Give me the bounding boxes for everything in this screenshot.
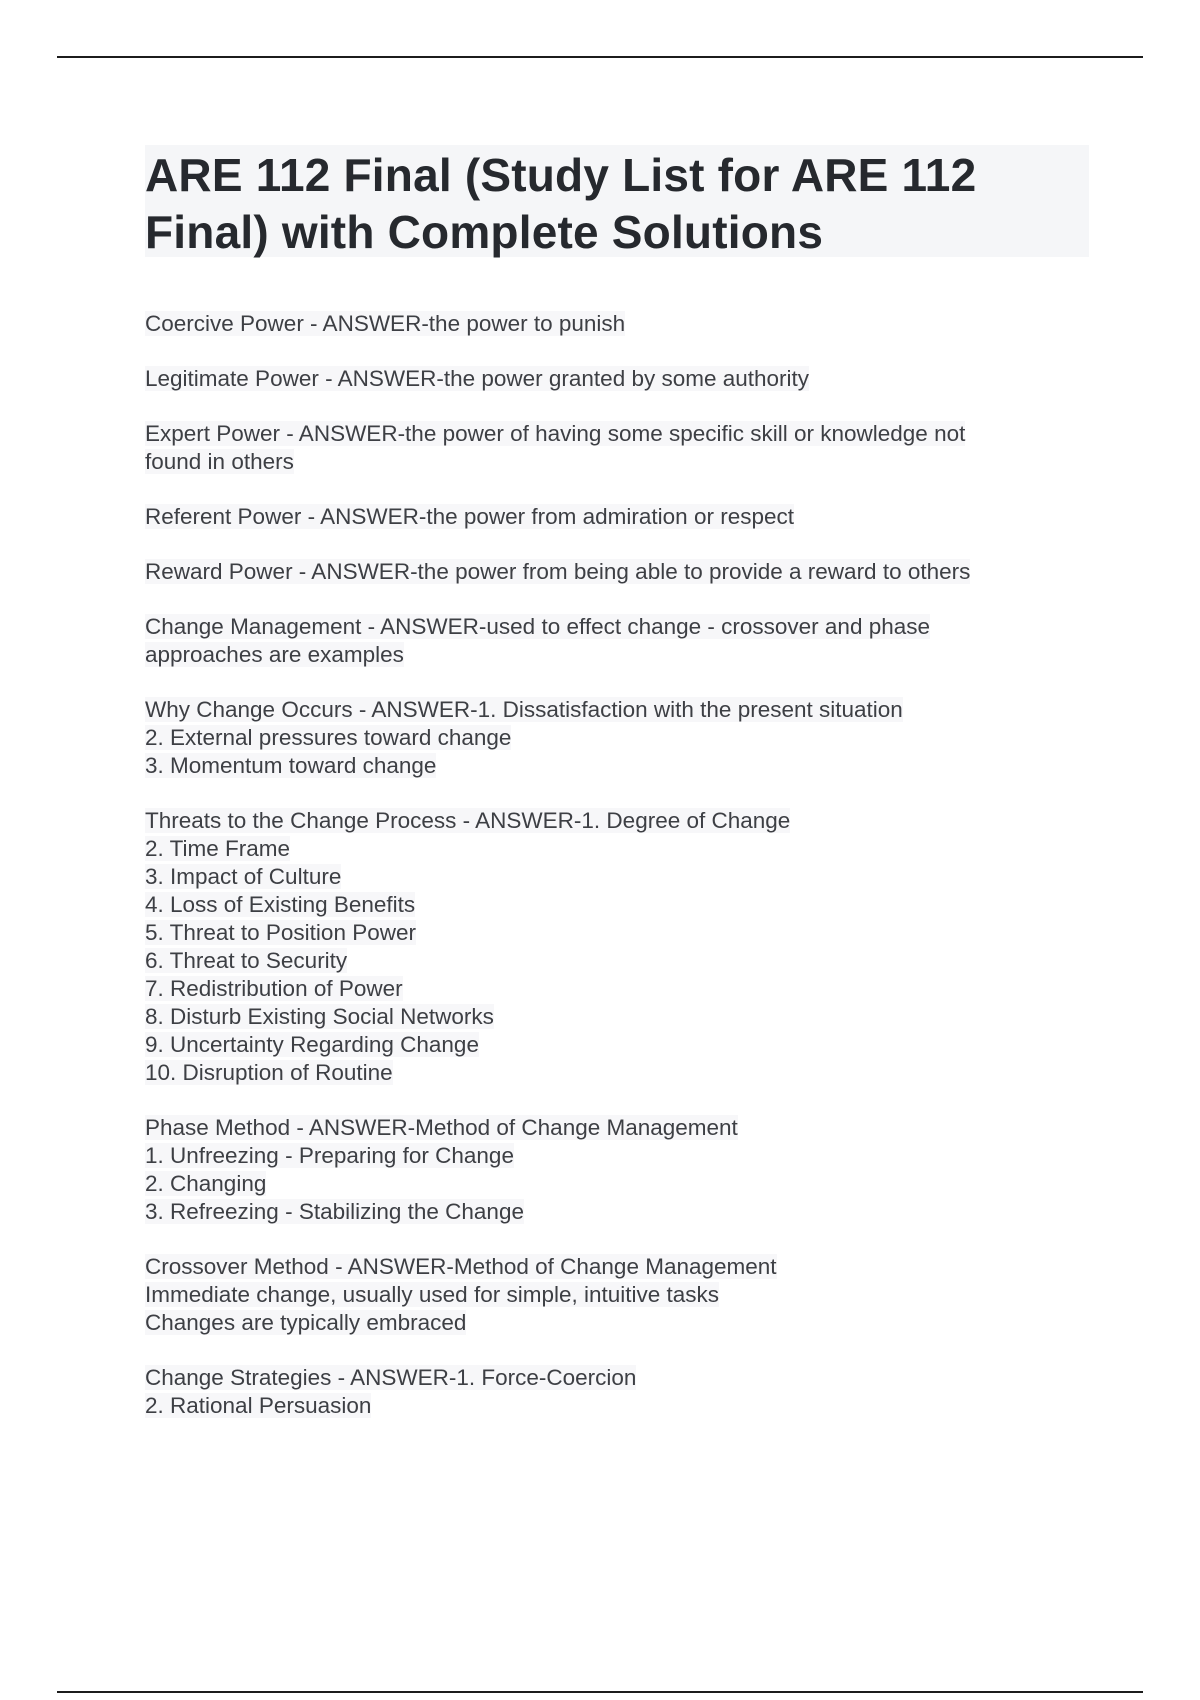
study-list [145, 310, 1085, 1447]
entry-text: 4. Loss of Existing Benefits [145, 892, 416, 917]
entry-continuation-line [145, 1309, 1085, 1337]
entry-text: Change Management - ANSWER-used to effect change - crossover and phase [145, 614, 931, 639]
entry-text: Changes are typically embraced [145, 1310, 467, 1335]
entry-term-answer [145, 558, 1085, 586]
entry-text: 2. Rational Persuasion [145, 1393, 372, 1418]
entry-continuation-line [145, 641, 1085, 669]
entry-continuation-line [145, 1281, 1085, 1309]
entry-text: 3. Impact of Culture [145, 864, 342, 889]
entry-continuation-line [145, 1031, 1085, 1059]
entry-text: 3. Refreezing - Stabilizing the Change [145, 1199, 524, 1224]
entry-text: approaches are examples [145, 642, 404, 667]
entry-text: Crossover Method - ANSWER-Method of Change Management [145, 1254, 777, 1279]
entry-continuation-line [145, 724, 1085, 752]
entry-text: Threats to the Change Process - ANSWER-1. Degree of Change [145, 808, 791, 833]
entry-continuation-line [145, 1003, 1085, 1031]
entry-term-answer [145, 420, 1085, 448]
entry-text: 6. Threat to Security [145, 948, 348, 973]
entry-text: Legitimate Power - ANSWER-the power granted by some authority [145, 366, 810, 391]
entry-continuation-line [145, 752, 1085, 780]
entry-term-answer [145, 365, 1085, 393]
entry-continuation-line [145, 863, 1085, 891]
entry-text: Phase Method - ANSWER-Method of Change Management [145, 1115, 738, 1140]
entry-term-answer [145, 1364, 1085, 1392]
entry-continuation-line [145, 947, 1085, 975]
study-entry [145, 1364, 1085, 1420]
entry-term-answer [145, 807, 1085, 835]
entry-continuation-line [145, 975, 1085, 1003]
entry-text: Reward Power - ANSWER-the power from being able to provide a reward to others [145, 559, 971, 584]
entry-term-answer [145, 1253, 1085, 1281]
study-entry [145, 807, 1085, 1087]
study-entry [145, 613, 1085, 669]
study-entry [145, 365, 1085, 393]
entry-text: found in others [145, 449, 294, 474]
entry-text: 8. Disturb Existing Social Networks [145, 1004, 494, 1029]
entry-continuation-line [145, 448, 1085, 476]
entry-text: 7. Redistribution of Power [145, 976, 403, 1001]
entry-text: Change Strategies - ANSWER-1. Force-Coercion [145, 1365, 637, 1390]
study-entry [145, 1114, 1085, 1226]
entry-term-answer [145, 310, 1085, 338]
footer-rule [57, 1691, 1143, 1693]
entry-text: Referent Power - ANSWER-the power from admiration or respect [145, 504, 794, 529]
entry-continuation-line [145, 919, 1085, 947]
entry-continuation-line [145, 1142, 1085, 1170]
title-line-2: Final) with Complete Solutions [145, 206, 824, 258]
entry-text: 5. Threat to Position Power [145, 920, 416, 945]
page-title [145, 145, 1089, 261]
entry-term-answer [145, 696, 1085, 724]
entry-text: Immediate change, usually used for simple, intuitive tasks [145, 1282, 720, 1307]
study-entry [145, 558, 1085, 586]
entry-text: 2. External pressures toward change [145, 725, 512, 750]
entry-text: 2. Changing [145, 1171, 267, 1196]
study-entry [145, 310, 1085, 338]
entry-text: 2. Time Frame [145, 836, 291, 861]
entry-continuation-line [145, 1059, 1085, 1087]
entry-continuation-line [145, 1198, 1085, 1226]
entry-continuation-line [145, 835, 1085, 863]
entry-continuation-line [145, 1392, 1085, 1420]
entry-term-answer [145, 613, 1085, 641]
entry-term-answer [145, 503, 1085, 531]
entry-term-answer [145, 1114, 1085, 1142]
header-rule [57, 56, 1143, 58]
entry-text: Coercive Power - ANSWER-the power to punish [145, 311, 626, 336]
entry-text: Why Change Occurs - ANSWER-1. Dissatisfaction with the present situation [145, 697, 903, 722]
entry-text: 1. Unfreezing - Preparing for Change [145, 1143, 514, 1168]
entry-continuation-line [145, 891, 1085, 919]
entry-text: 9. Uncertainty Regarding Change [145, 1032, 479, 1057]
study-entry [145, 503, 1085, 531]
study-entry [145, 420, 1085, 476]
entry-text: 10. Disruption of Routine [145, 1060, 393, 1085]
entry-text: Expert Power - ANSWER-the power of having some specific skill or knowledge not [145, 421, 966, 446]
study-entry [145, 696, 1085, 780]
entry-text: 3. Momentum toward change [145, 753, 437, 778]
entry-continuation-line [145, 1170, 1085, 1198]
study-entry [145, 1253, 1085, 1337]
title-line-1: ARE 112 Final (Study List for ARE 112 [145, 149, 977, 201]
